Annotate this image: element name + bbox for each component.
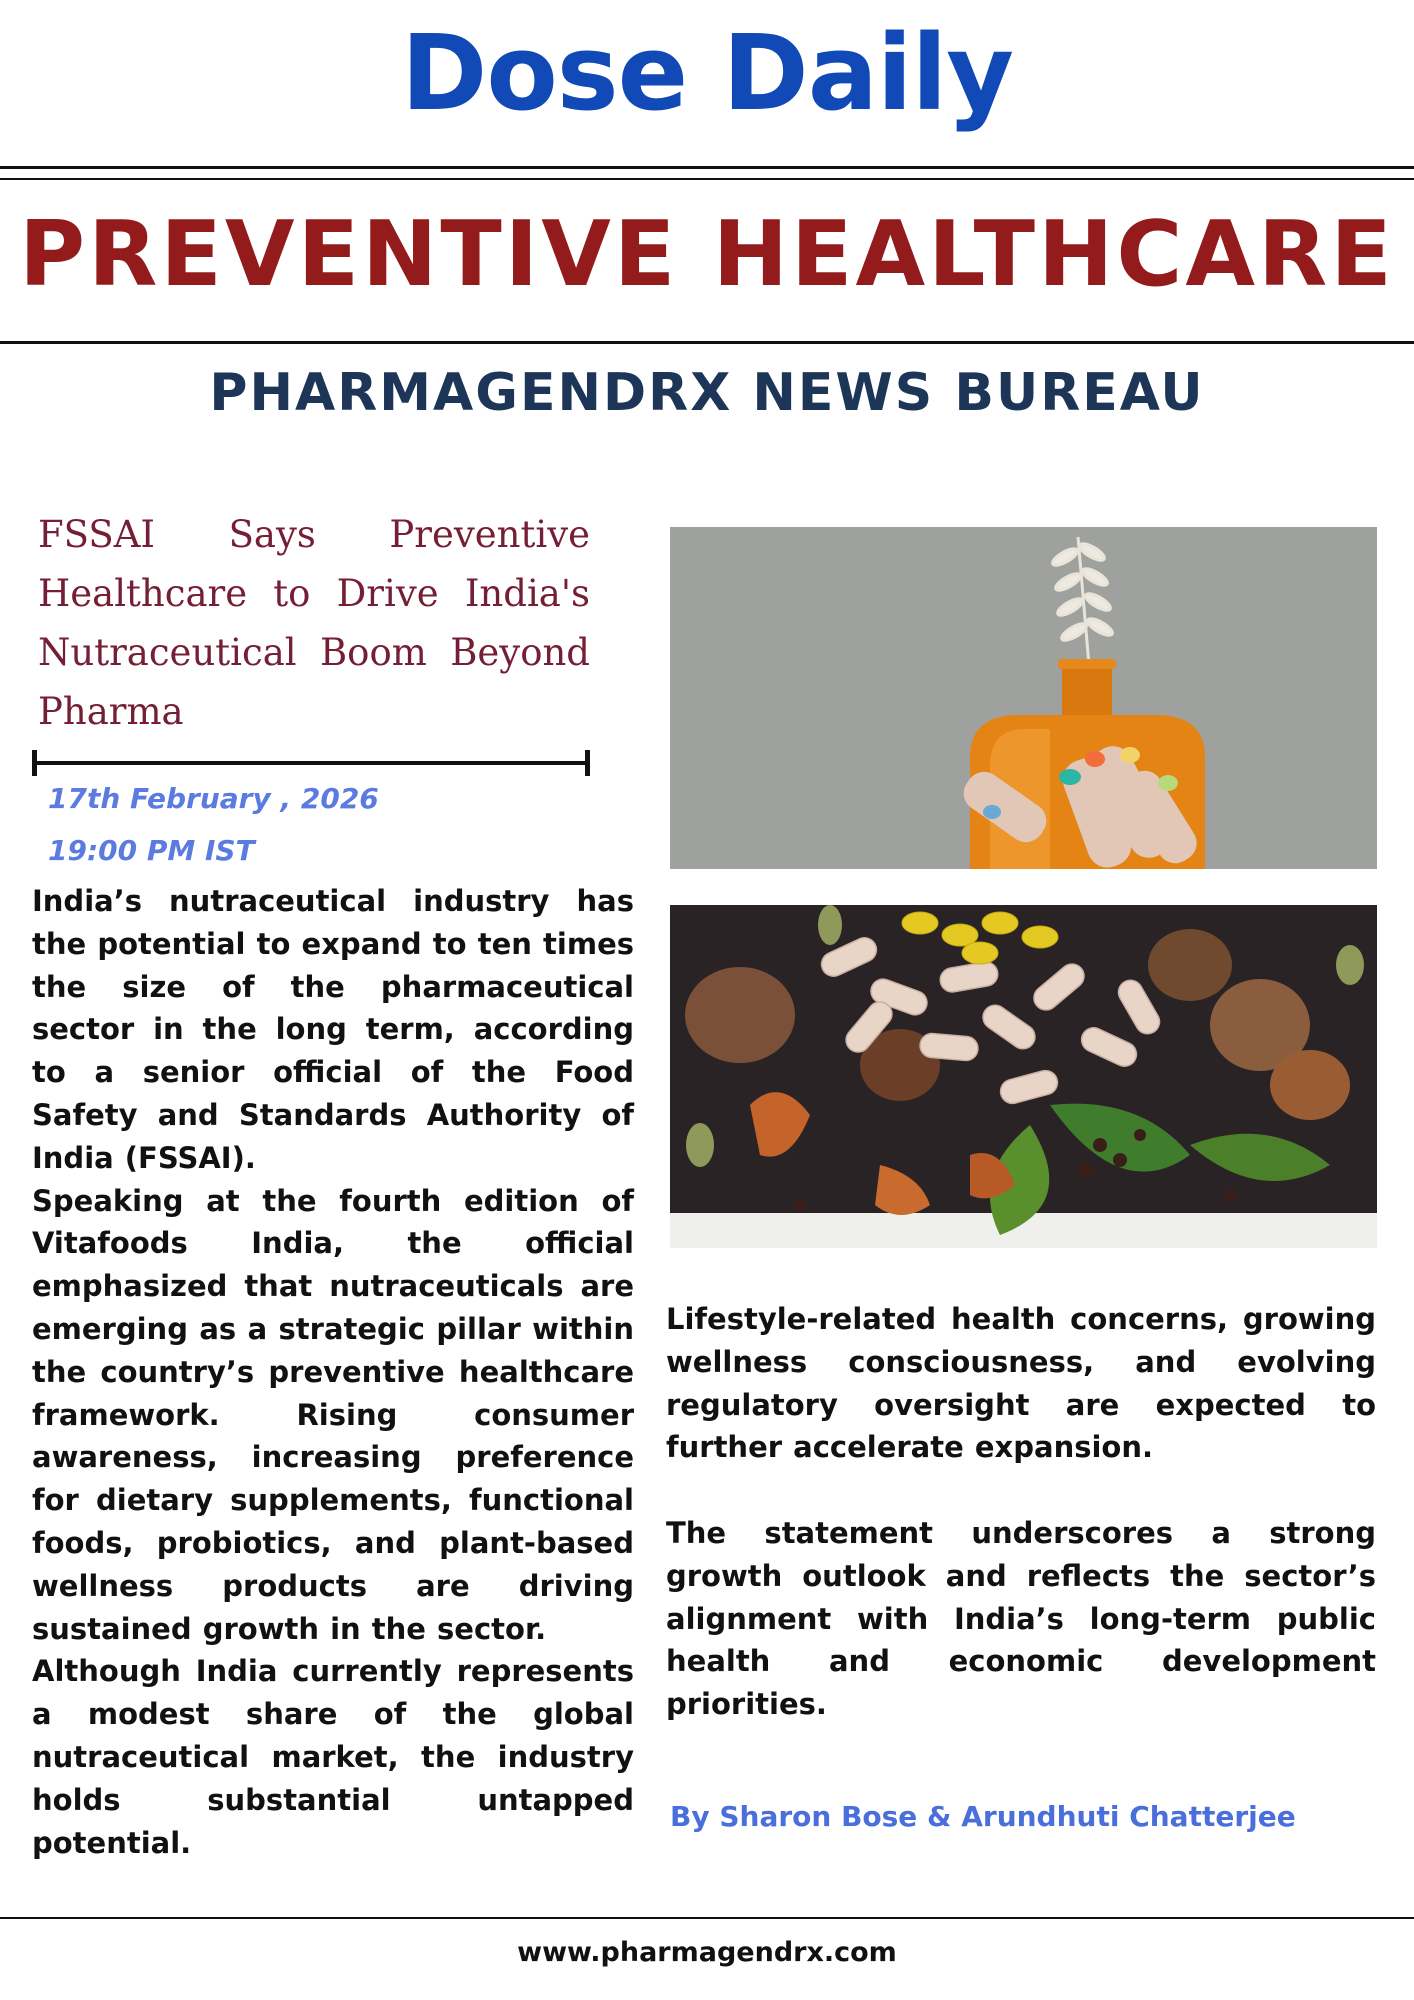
divider-bar xyxy=(32,761,590,765)
footer-rule xyxy=(0,1917,1414,1919)
divider-cap-left xyxy=(32,750,37,776)
body-paragraph: The statement underscores a strong growth outlook and reflects the sector’s alignment with India’s long-term public health and economic development priorities. xyxy=(666,1515,1376,1722)
bureau-byline: PHARMAGENDRX NEWS BUREAU xyxy=(209,363,1205,423)
capsules-and-spices-photo xyxy=(670,905,1377,1248)
author-byline: By Sharon Bose & Arundhuti Chatterjee xyxy=(670,1800,1296,1833)
article-headline: FSSAI Says Preventive Healthcare to Drive India's Nutraceutical Boom Beyond Pharma xyxy=(38,513,590,733)
body-paragraph: Speaking at the fourth edition of Vitafoods India, the official emphasized that nutraceuticals are emerging as a strategic pillar within the country’s preventive healthcare framework. Rising consumer awareness, increasing preference for dietary supplements, functional foods, probiotics, and plant-based wellness products are driving sustained growth in the sector. xyxy=(32,1183,634,1646)
body-paragraph: India’s nutraceutical industry has the potential to expand to ten times the size of the pharmaceutical sector in the long term, according to a senior official of the Food Safety and Standards Authority of India (FSSAI). xyxy=(32,884,634,1175)
footer-url-link[interactable]: www.pharmagendrx.com xyxy=(517,1937,897,1968)
body-paragraph: Lifestyle-related health concerns, growing wellness consciousness, and evolving regulatory oversight are expected to further accelerate expansion. xyxy=(666,1302,1376,1465)
amber-bottle-with-hand-photo xyxy=(670,527,1377,869)
article-time: 19:00 PM IST xyxy=(48,834,255,867)
section-rule xyxy=(0,341,1414,344)
masthead-title: Dose Daily xyxy=(400,12,1014,134)
article-body-right xyxy=(666,1298,1376,1726)
divider-cap-right xyxy=(585,750,590,776)
article-body-left xyxy=(32,880,634,1864)
article-date: 17th February , 2026 xyxy=(48,782,379,815)
section-title: PREVENTIVE HEALTHCARE xyxy=(19,202,1395,307)
masthead-rule-bottom xyxy=(0,178,1414,180)
body-paragraph: Although India currently represents a modest share of the global nutraceutical market, the industry holds substantial untapped potential. xyxy=(32,1654,634,1860)
masthead-rule-top xyxy=(0,166,1414,169)
headline-divider xyxy=(32,750,590,776)
